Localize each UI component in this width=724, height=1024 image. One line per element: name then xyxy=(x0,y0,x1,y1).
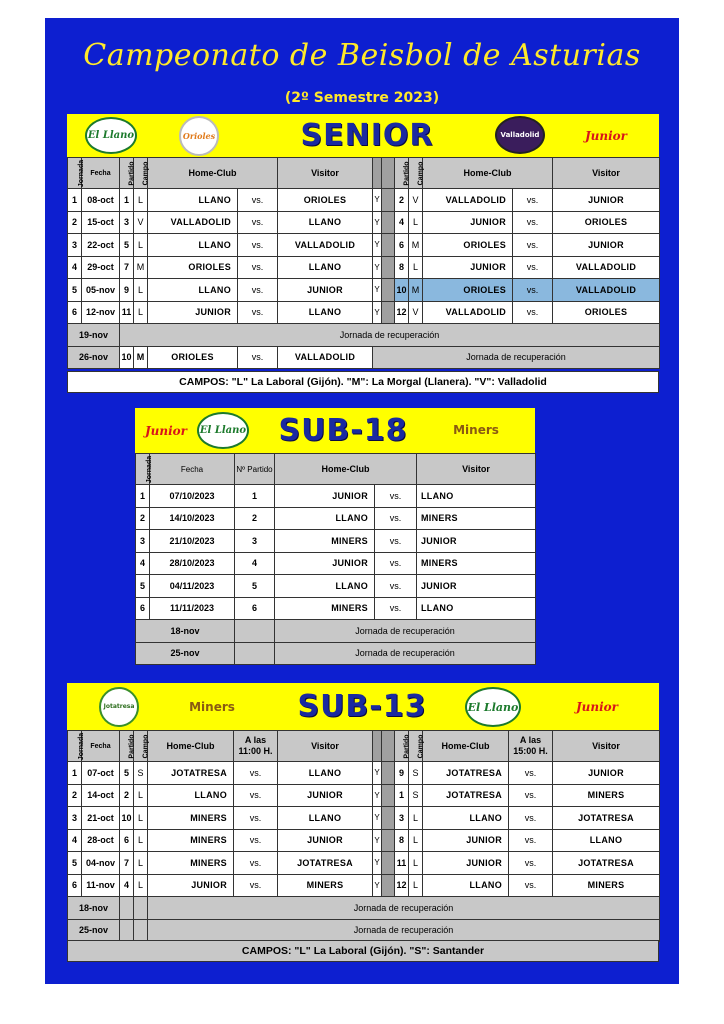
visitor-team-cell: MINERS xyxy=(417,507,536,530)
miners-logo: Miners xyxy=(179,688,245,726)
visitor-team-cell: JUNIOR xyxy=(553,234,660,257)
home-team-cell: LLANO xyxy=(148,279,238,302)
header-campo-2: Campo xyxy=(409,731,423,762)
sub18-title: SUB-18 xyxy=(278,413,408,448)
partido-cell: 6 xyxy=(395,234,409,257)
sub13-title: SUB-13 xyxy=(297,689,427,724)
visitor-team-cell: JOTATRESA xyxy=(553,807,660,830)
vs-label: vs. xyxy=(375,507,417,530)
vs-label: vs. xyxy=(234,829,278,852)
partido-cell: 2 xyxy=(395,189,409,212)
home-team-cell: LLANO xyxy=(148,234,238,257)
table-row xyxy=(68,234,660,257)
vs-label: vs. xyxy=(513,279,553,302)
table-row xyxy=(136,597,536,620)
header-campo: Campo xyxy=(134,731,148,762)
recovery-label: Jornada de recuperación xyxy=(148,897,660,920)
jornada-cell: 3 xyxy=(68,234,82,257)
table-row xyxy=(136,530,536,553)
vs-label: vs. xyxy=(238,211,278,234)
gap-cell xyxy=(382,874,395,897)
table-row xyxy=(68,301,660,324)
vs-label: vs. xyxy=(234,762,278,785)
campo-cell: S xyxy=(134,762,148,785)
jornada-cell: 4 xyxy=(68,256,82,279)
fecha-cell: 28-oct xyxy=(82,829,120,852)
sub13-banner xyxy=(67,683,659,730)
gap-cell xyxy=(382,784,395,807)
vs-label: vs. xyxy=(234,784,278,807)
partido-cell: 9 xyxy=(120,279,134,302)
home-team-cell: JUNIOR xyxy=(148,301,238,324)
table-row xyxy=(68,211,660,234)
separator-cell: Y xyxy=(373,784,382,807)
fecha-cell: 25-nov xyxy=(68,919,120,942)
sub18-schedule-table xyxy=(135,453,536,665)
sub13-campos-note: CAMPOS: "L" La Laboral (Gijón). "S": Santander xyxy=(67,940,659,962)
jornada-cell: 1 xyxy=(68,762,82,785)
separator-cell: Y xyxy=(373,301,382,324)
junior-logo: Junior xyxy=(572,688,622,726)
recovery-label: Jornada de recuperación xyxy=(275,642,536,665)
visitor-team-cell: LLANO xyxy=(417,597,536,620)
table-row xyxy=(68,829,660,852)
jornada-cell: 5 xyxy=(136,575,150,598)
visitor-team-cell: MINERS xyxy=(278,874,373,897)
vs-label: vs. xyxy=(513,256,553,279)
visitor-team-cell: LLANO xyxy=(278,256,373,279)
visitor-team-cell: LLANO xyxy=(278,301,373,324)
visitor-team-cell: MINERS xyxy=(417,552,536,575)
header-visitor: Visitor xyxy=(417,454,536,485)
vs-label: vs. xyxy=(238,256,278,279)
visitor-team-cell: JOTATRESA xyxy=(278,852,373,875)
campo-cell: S xyxy=(409,784,423,807)
jornada-cell: 6 xyxy=(136,597,150,620)
home-team-cell: MINERS xyxy=(148,852,234,875)
vs-label: vs. xyxy=(509,874,553,897)
gap-cell xyxy=(382,211,395,234)
partido-cell: 10 xyxy=(120,807,134,830)
campo-cell: L xyxy=(409,852,423,875)
page-subtitle: (2º Semestre 2023) xyxy=(284,90,440,106)
recovery-row: 19-nov Jornada de recuperación xyxy=(68,324,660,347)
visitor-team-cell: LLANO xyxy=(278,211,373,234)
header-jornada: Jornada xyxy=(136,454,150,485)
home-team-cell: JUNIOR xyxy=(423,829,509,852)
vs-label: vs. xyxy=(513,234,553,257)
home-team-cell: VALLADOLID xyxy=(423,189,513,212)
partido-cell: 6 xyxy=(235,597,275,620)
campo-cell: L xyxy=(134,784,148,807)
campo-cell: L xyxy=(409,807,423,830)
partido-cell: 5 xyxy=(120,762,134,785)
vs-label: vs. xyxy=(509,784,553,807)
fecha-cell: 21-oct xyxy=(82,807,120,830)
header-partido-2: Partido xyxy=(395,158,409,189)
fecha-cell: 15-oct xyxy=(82,211,120,234)
campo-cell: V xyxy=(409,301,423,324)
campo-cell: L xyxy=(134,874,148,897)
jornada-cell: 6 xyxy=(68,301,82,324)
header-fecha: Fecha xyxy=(82,158,120,189)
partido-cell: 3 xyxy=(120,211,134,234)
header-home-club-2: Home-Club xyxy=(423,158,553,189)
home-team-cell: LLANO xyxy=(423,874,509,897)
partido-cell: 3 xyxy=(235,530,275,553)
senior-banner xyxy=(67,114,659,157)
table-row xyxy=(136,552,536,575)
partido-cell: 6 xyxy=(120,829,134,852)
vs-label: vs. xyxy=(513,211,553,234)
vs-label: vs. xyxy=(375,575,417,598)
home-team-cell: VALLADOLID xyxy=(148,211,238,234)
partido-cell: 3 xyxy=(395,807,409,830)
jornada-cell: 1 xyxy=(136,485,150,508)
valladolid-logo: Valladolid xyxy=(495,116,545,154)
partido-cell: 8 xyxy=(395,256,409,279)
partido-cell: 5 xyxy=(120,234,134,257)
llano-logo: El Llano xyxy=(197,412,249,449)
visitor-team-cell: LLANO xyxy=(278,762,373,785)
gap-cell xyxy=(382,301,395,324)
visitor-team-cell: VALLADOLID xyxy=(553,279,660,302)
partido-cell: 4 xyxy=(120,874,134,897)
fecha-cell: 04/11/2023 xyxy=(150,575,235,598)
table-row xyxy=(136,575,536,598)
jornada-cell: 2 xyxy=(68,211,82,234)
header-jornada: Jornada xyxy=(68,158,82,189)
fecha-cell: 14/10/2023 xyxy=(150,507,235,530)
gap-cell xyxy=(382,279,395,302)
recovery-label: Jornada de recuperación xyxy=(148,919,660,942)
gap-cell xyxy=(382,852,395,875)
home-team-cell: ORIOLES xyxy=(148,256,238,279)
partido-cell: 5 xyxy=(235,575,275,598)
home-team-cell: ORIOLES xyxy=(423,279,513,302)
header-partido: Partido xyxy=(120,158,134,189)
visitor-team-cell: MINERS xyxy=(553,874,660,897)
partido-cell: 2 xyxy=(120,784,134,807)
junior-logo: Junior xyxy=(582,118,630,154)
partido-cell: 11 xyxy=(395,852,409,875)
campo-cell: M xyxy=(134,256,148,279)
visitor-team-cell: JUNIOR xyxy=(278,279,373,302)
empty-cell xyxy=(134,897,148,920)
partido-cell: 2 xyxy=(235,507,275,530)
campo-cell: M xyxy=(409,279,423,302)
header-campo-2: Campo xyxy=(409,158,423,189)
schedule-poster xyxy=(45,18,679,984)
header-partido: Partido xyxy=(120,731,134,762)
visitor-team-cell: JUNIOR xyxy=(553,762,660,785)
gap-cell xyxy=(382,829,395,852)
jotatresa-logo: Jotatresa xyxy=(99,687,139,727)
header-jornada: Jornada xyxy=(68,731,82,762)
table-row xyxy=(68,256,660,279)
home-team-cell: LLANO xyxy=(275,575,375,598)
recovery-row xyxy=(136,620,536,643)
empty-cell xyxy=(134,919,148,942)
visitor-team-cell: ORIOLES xyxy=(553,211,660,234)
header-visitor-2: Visitor xyxy=(553,158,660,189)
partido-cell: 4 xyxy=(395,211,409,234)
recovery-label: Jornada de recuperación xyxy=(275,620,536,643)
vs-label: vs. xyxy=(509,852,553,875)
fecha-cell: 08-oct xyxy=(82,189,120,212)
partido-cell: 12 xyxy=(395,301,409,324)
home-team-cell: LLANO xyxy=(148,189,238,212)
gap-cell xyxy=(382,189,395,212)
visitor-team-cell: JOTATRESA xyxy=(553,852,660,875)
table-row xyxy=(68,762,660,785)
vs-label: vs. xyxy=(375,597,417,620)
partido-cell: 7 xyxy=(120,256,134,279)
vs-label: vs. xyxy=(513,301,553,324)
table-row xyxy=(136,485,536,508)
table-row xyxy=(68,807,660,830)
visitor-team-cell: JUNIOR xyxy=(417,530,536,553)
campo-cell: L xyxy=(134,807,148,830)
home-team-cell: JOTATRESA xyxy=(423,762,509,785)
separator-cell: Y xyxy=(373,829,382,852)
gap-cell xyxy=(382,807,395,830)
campo-cell: L xyxy=(134,829,148,852)
fecha-cell: 18-nov xyxy=(136,620,235,643)
fecha-cell: 14-oct xyxy=(82,784,120,807)
jornada-cell: 5 xyxy=(68,279,82,302)
page-title: Campeonato de Beisbol de Asturias xyxy=(83,38,641,73)
separator-cell: Y xyxy=(373,279,382,302)
partido-cell: 1 xyxy=(235,485,275,508)
jornada-cell: 6 xyxy=(68,874,82,897)
separator-cell: Y xyxy=(373,211,382,234)
table-row xyxy=(68,279,660,302)
campo-cell: L xyxy=(134,852,148,875)
jornada-cell: 4 xyxy=(68,829,82,852)
table-row xyxy=(68,784,660,807)
sub13-schedule-table xyxy=(67,730,660,942)
home-team-cell: JOTATRESA xyxy=(148,762,234,785)
fecha-cell: 07/10/2023 xyxy=(150,485,235,508)
vs-label: vs. xyxy=(234,852,278,875)
visitor-team-cell: MINERS xyxy=(553,784,660,807)
header-time-1500: A las 15:00 H. xyxy=(509,731,553,762)
empty-cell xyxy=(120,897,134,920)
visitor-team-cell: VALLADOLID xyxy=(553,256,660,279)
header-home-club: Home-Club xyxy=(148,158,278,189)
empty-cell xyxy=(235,642,275,665)
home-team-cell: LLANO xyxy=(423,807,509,830)
vs-label: vs. xyxy=(509,807,553,830)
visitor-team-cell: LLANO xyxy=(278,807,373,830)
vs-label: vs. xyxy=(234,807,278,830)
vs-label: vs. xyxy=(238,279,278,302)
table-row xyxy=(68,852,660,875)
sub18-banner xyxy=(135,408,535,453)
gap-cell xyxy=(382,234,395,257)
fecha-cell: 05-nov xyxy=(82,279,120,302)
fecha-cell: 12-nov xyxy=(82,301,120,324)
header-visitor: Visitor xyxy=(278,158,373,189)
campo-cell: L xyxy=(134,234,148,257)
home-team-cell: LLANO xyxy=(148,784,234,807)
header-gap xyxy=(373,158,382,189)
fecha-cell: 25-nov xyxy=(136,642,235,665)
partido-cell: 12 xyxy=(395,874,409,897)
home-team-cell: LLANO xyxy=(275,507,375,530)
home-team-cell: MINERS xyxy=(148,807,234,830)
vs-label: vs. xyxy=(238,189,278,212)
separator-cell: Y xyxy=(373,234,382,257)
visitor-team-cell: JUNIOR xyxy=(553,189,660,212)
vs-label: vs. xyxy=(234,874,278,897)
header-gap-2 xyxy=(382,731,395,762)
separator-cell: Y xyxy=(373,762,382,785)
vs-label: vs. xyxy=(238,301,278,324)
partido-cell: 11 xyxy=(120,301,134,324)
table-row xyxy=(136,507,536,530)
llano-logo: El Llano xyxy=(465,687,521,727)
jornada-cell: 5 xyxy=(68,852,82,875)
header-gap xyxy=(373,731,382,762)
partido-cell: 4 xyxy=(235,552,275,575)
senior-campos-note: CAMPOS: "L" La Laboral (Gijón). "M": La Morgal (Llanera). "V": Valladolid xyxy=(67,371,659,393)
recovery-row xyxy=(68,897,660,920)
visitor-team-cell: ORIOLES xyxy=(553,301,660,324)
partido-cell: 1 xyxy=(120,189,134,212)
campo-cell: V xyxy=(409,189,423,212)
vs-label: vs. xyxy=(375,530,417,553)
orioles-logo: Orioles xyxy=(179,116,219,156)
jornada-cell: 4 xyxy=(136,552,150,575)
separator-cell: Y xyxy=(373,852,382,875)
fecha-cell: 22-oct xyxy=(82,234,120,257)
campo-cell: M xyxy=(409,234,423,257)
home-team-cell: ORIOLES xyxy=(423,234,513,257)
header-fecha: Fecha xyxy=(150,454,235,485)
fecha-cell: 28/10/2023 xyxy=(150,552,235,575)
gap-cell xyxy=(382,256,395,279)
jornada-cell: 3 xyxy=(68,807,82,830)
separator-cell: Y xyxy=(373,874,382,897)
fecha-cell: 07-oct xyxy=(82,762,120,785)
partido-cell: 7 xyxy=(120,852,134,875)
separator-cell: Y xyxy=(373,807,382,830)
separator-cell: Y xyxy=(373,256,382,279)
partido-cell: 1 xyxy=(395,784,409,807)
fecha-cell: 11-nov xyxy=(82,874,120,897)
vs-label: vs. xyxy=(238,234,278,257)
campo-cell: V xyxy=(134,211,148,234)
fecha-cell: 18-nov xyxy=(68,897,120,920)
header-time-1100: A las 11:00 H. xyxy=(234,731,278,762)
jornada-cell: 2 xyxy=(136,507,150,530)
recovery-row xyxy=(136,642,536,665)
header-home-club-2: Home-Club xyxy=(423,731,509,762)
visitor-team-cell: ORIOLES xyxy=(278,189,373,212)
partido-cell: 8 xyxy=(395,829,409,852)
home-team-cell: JUNIOR xyxy=(148,874,234,897)
campo-cell: L xyxy=(409,874,423,897)
header-campo: Campo xyxy=(134,158,148,189)
home-team-cell: MINERS xyxy=(275,530,375,553)
visitor-team-cell: LLANO xyxy=(417,485,536,508)
home-team-cell: JUNIOR xyxy=(423,256,513,279)
home-team-cell: JUNIOR xyxy=(275,485,375,508)
jornada-cell: 2 xyxy=(68,784,82,807)
visitor-team-cell: VALLADOLID xyxy=(278,234,373,257)
visitor-team-cell: JUNIOR xyxy=(278,829,373,852)
miners-logo: Miners xyxy=(445,411,507,449)
empty-cell xyxy=(120,919,134,942)
recovery-row: 26-nov 10 M ORIOLES vs. VALLADOLID Jornada de recuperación xyxy=(68,346,660,369)
senior-schedule-table xyxy=(67,157,660,369)
campo-cell: L xyxy=(134,279,148,302)
vs-label: vs. xyxy=(509,762,553,785)
home-team-cell: VALLADOLID xyxy=(423,301,513,324)
home-team-cell: MINERS xyxy=(148,829,234,852)
header-partido-2: Partido xyxy=(395,731,409,762)
home-team-cell: JOTATRESA xyxy=(423,784,509,807)
partido-cell: 9 xyxy=(395,762,409,785)
header-home-club: Home-Club xyxy=(148,731,234,762)
gap-cell xyxy=(382,762,395,785)
header-home-club: Home-Club xyxy=(275,454,417,485)
campo-cell: L xyxy=(409,829,423,852)
jornada-cell: 3 xyxy=(136,530,150,553)
home-team-cell: JUNIOR xyxy=(423,852,509,875)
llano-logo: El Llano xyxy=(85,117,137,154)
campo-cell: L xyxy=(134,301,148,324)
fecha-cell: 11/11/2023 xyxy=(150,597,235,620)
visitor-team-cell: JUNIOR xyxy=(417,575,536,598)
campo-cell: L xyxy=(409,211,423,234)
home-team-cell: MINERS xyxy=(275,597,375,620)
header-visitor-2: Visitor xyxy=(553,731,660,762)
fecha-cell: 21/10/2023 xyxy=(150,530,235,553)
visitor-team-cell: JUNIOR xyxy=(278,784,373,807)
senior-title: SENIOR xyxy=(300,118,434,153)
header-visitor: Visitor xyxy=(278,731,373,762)
table-row xyxy=(68,874,660,897)
campo-cell: L xyxy=(134,189,148,212)
recovery-row xyxy=(68,919,660,942)
header-gap-2 xyxy=(382,158,395,189)
header-fecha: Fecha xyxy=(82,731,120,762)
vs-label: vs. xyxy=(509,829,553,852)
partido-cell: 10 xyxy=(395,279,409,302)
campo-cell: S xyxy=(409,762,423,785)
vs-label: vs. xyxy=(375,552,417,575)
visitor-team-cell: LLANO xyxy=(553,829,660,852)
home-team-cell: JUNIOR xyxy=(275,552,375,575)
jornada-cell: 1 xyxy=(68,189,82,212)
junior-logo: Junior xyxy=(141,413,191,449)
table-row xyxy=(68,189,660,212)
campo-cell: L xyxy=(409,256,423,279)
fecha-cell: 04-nov xyxy=(82,852,120,875)
home-team-cell: JUNIOR xyxy=(423,211,513,234)
empty-cell xyxy=(235,620,275,643)
vs-label: vs. xyxy=(513,189,553,212)
header-partido: Nº Partido xyxy=(235,454,275,485)
separator-cell: Y xyxy=(373,189,382,212)
fecha-cell: 29-oct xyxy=(82,256,120,279)
vs-label: vs. xyxy=(375,485,417,508)
